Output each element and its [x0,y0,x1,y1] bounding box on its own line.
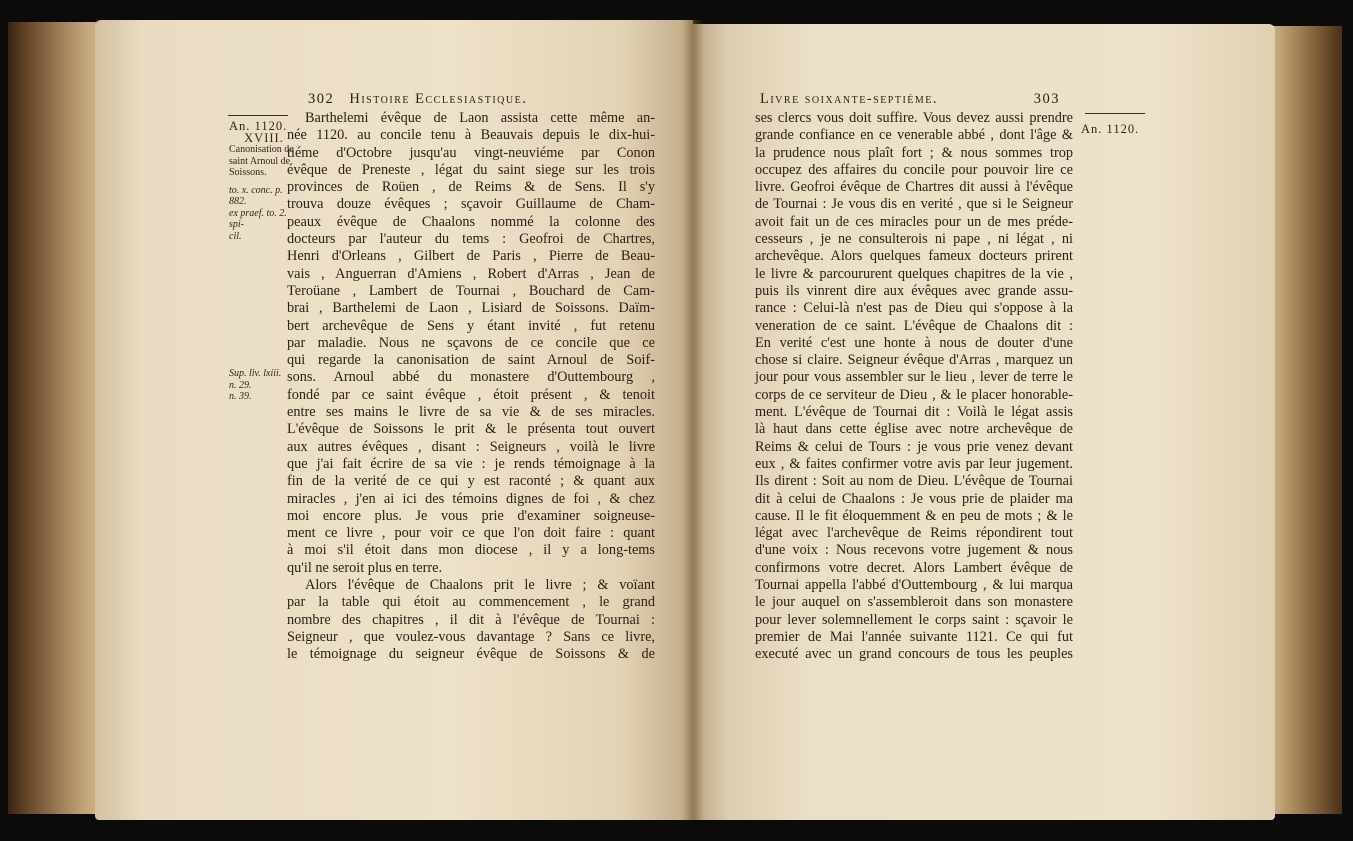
text-line: là haut dans cette église avec notre archevêque de [755,421,1073,438]
text-line: par maladie. Nous ne sçavons de ce concile que ce [287,334,655,351]
text-line: En verité c'est une honte à nous de douter d'une [755,334,1073,351]
text-line: provinces de Roüen , de Reims & de Sens. Il s'y [287,179,655,196]
text-line: jour pour vous assembler sur le lieu , lever de terre le [755,369,1073,386]
text-line: cesseurs , je ne consulterois ni pape , ni légat , ni [755,231,1073,248]
text-line: Ils dirent : Soit au nom de Dieu. L'évêque de Tournai [755,473,1073,490]
margin-note-line: cil. [229,230,242,242]
text-line: le témoignage du seigneur évêque de Soissons & de [287,646,655,663]
margin-note-line: n. 39. [229,391,252,402]
text-line: occupez des affaires du concile pour pouvoir lire ce [755,161,1073,178]
text-line: puis ils vinrent dire aux évêques avec grande assu- [755,282,1073,299]
margin-note-line: ex praef. to. 2. spi- [229,207,287,230]
text-line: par la table qui étoit au commencement , le grand [287,594,655,611]
text-line: ment ce livre , pour voir ce que l'on doit faire : quant [287,525,655,542]
text-line: légat avec l'archevêque de Reims répondirent tout [755,525,1073,542]
text-line: Seigneur , que voulez-vous davantage ? Sans ce livre, [287,628,655,645]
text-line: corps de ce serviteur de Dieu , & le placer honorable- [755,386,1073,403]
text-line: rance : Celui-là n'est pas de Dieu qui s'oppose à la [755,300,1073,317]
text-line: d'une voix : Nous recevons votre jugement & nous [755,542,1073,559]
margin-note-line: to. x. conc. p. 882. [229,184,283,207]
text-line: la prudence nous plaît fort ; & nous sommes trop [755,144,1073,161]
text-line: peaux évêque de Chaalons nommé la colonne des [287,213,655,230]
margin-note-line: Soissons. [229,167,267,178]
margin-note-line: Canonisation de [229,144,294,155]
left-margin-rule [228,115,288,116]
text-line: qu'il ne seroit plus en terre. [287,559,443,576]
text-line: le livre & parcoururent quelques chapitres de la vie , [755,265,1073,282]
text-line: confirmons votre decret. Alors Lambert évêque de [755,559,1073,576]
text-line: avoit fait un de ces miracles pour un de mes préde- [755,213,1073,230]
right-page-number: 303 [1033,91,1060,107]
right-page-text [755,110,1073,664]
text-line: entre ses mains le livre de sa vie & de ses miracles. [287,404,655,421]
right-margin-notes [1081,124,1139,136]
text-line: Tournai appella l'abbé d'Outtembourg , & lui marqua [755,577,1073,594]
text-line: qui regarde la canonisation de saint Arnoul de Soif- [287,352,655,369]
right-margin-rule [1085,113,1145,114]
text-line: premier de Mai l'année suivante 1121. Ce qui fut [755,628,1073,645]
book-gutter [682,20,704,820]
text-line: executé avec un grand concours de tous les peuples [755,646,1073,663]
text-line: fondé par ce saint évêque , étoit présent , & tenoit [287,386,655,403]
text-line: Henri d'Orleans , Gilbert de Paris , Pierre de Beau- [287,248,655,265]
margin-year: An. 1120. [229,119,288,133]
text-line: chose si claire. Seigneur évêque d'Arras , marquez un [755,352,1073,369]
text-line: ment. L'évêque de Tournai dit : Voilà le légat assis [755,404,1073,421]
text-line: moi encore plus. Je vous prie d'examiner soigneuse- [287,507,655,524]
text-line: sons. Arnoul abbé du monastere d'Outtembourg , [287,369,655,386]
text-line: tiéme d'Octobre jusqu'au vingt-neuviéme par Conon [287,144,655,161]
right-running-title: Livre soixante-septiéme. [760,91,939,107]
text-line: cause. Il le fit éloquemment & en peu de mots ; & le [755,507,1073,524]
left-page-header [308,91,527,108]
text-line: née 1120. au concile tenu à Beauvais depuis le dix-hui- [287,127,655,144]
text-line: livre. Geofroi évêque de Chartres dit aussi à l'évêque [755,179,1073,196]
margin-year-right: An. 1120. [1081,122,1140,136]
text-line: Alors l'évêque de Chaalons prit le livre ; & voïant [305,577,655,594]
margin-note-line: n. 29. [229,379,252,391]
text-line: Barthelemi évêque de Laon assista cette même an- [305,110,655,126]
text-line: fin de la verité de ce qui y est raconté ; & quant aux [287,473,655,490]
text-line: évêque de Preneste , légat du saint siege sur les trois [287,161,655,178]
text-line: docteurs par l'auteur du tems : Geofroi de Chartres, [287,231,655,248]
text-line: vais , Anguerran d'Amiens , Robert d'Arras , Jean de [287,265,655,282]
text-line: ses clercs vous doit suffire. Vous devez aussi prendre [755,110,1073,126]
left-page-number: 302 [308,91,335,107]
text-line: Reims & celui de Tours : je vous prie venez devant [755,438,1073,455]
text-line: que j'ai fait écrire de sa vie : je rends témoignage à la [287,455,655,472]
text-line: à moi s'il étoit dans mon diocese , il y a long-tems [287,542,655,559]
text-line: de Tournai : Je vous dis en verité , que si le Seigneur [755,196,1073,213]
text-line: miracles , j'en ai ici des témoins dignes de foi , & chez [287,490,655,507]
text-line: pour lever solemnellement le corps saint : sçavoir le [755,611,1073,628]
text-line: dit à celui de Chaalons : Je vous prie de plaider ma [755,490,1073,507]
text-line: bert archevêque de Sens y étant invité , fut retenu [287,317,655,334]
text-line: aux autres évêques , disant : Seigneurs , voilà le livre [287,438,655,455]
left-running-title: Histoire Ecclesiastique. [349,91,528,107]
text-line: brai , Barthelemi de Laon , Lisiard de Soissons. Daïm- [287,300,655,317]
margin-note-line: saint Arnoul de [229,155,291,167]
text-line: nombre des chapitres , il dit à l'évêque de Tournai : [287,611,655,628]
right-page-header [760,91,1060,108]
text-line: grande confiance en ce venerable abbé , dont l'âge & [755,127,1073,144]
left-page-text [287,110,655,664]
text-line: archevêque. Alors quelques fameux docteurs prirent [755,248,1073,265]
text-line: le jour auquel on s'assembleroit dans son monastere [755,594,1073,611]
text-line: eux , & faites confirmer votre avis par leur jugement. [755,455,1073,472]
text-line: trouva douze évêques ; sçavoir Guillaume de Cham- [287,196,655,213]
margin-chapter: XVIII. [244,130,284,145]
margin-note-line: Sup. liv. lxiii. [229,368,282,379]
text-line: Teroüane , Lambert de Tournai , Bouchard de Cam- [287,282,655,299]
text-line: L'évêque de Soissons le prit & le présenta tout ouvert [287,421,655,438]
text-line: veneration de ce saint. L'évêque de Chaalons dit : [755,317,1073,334]
